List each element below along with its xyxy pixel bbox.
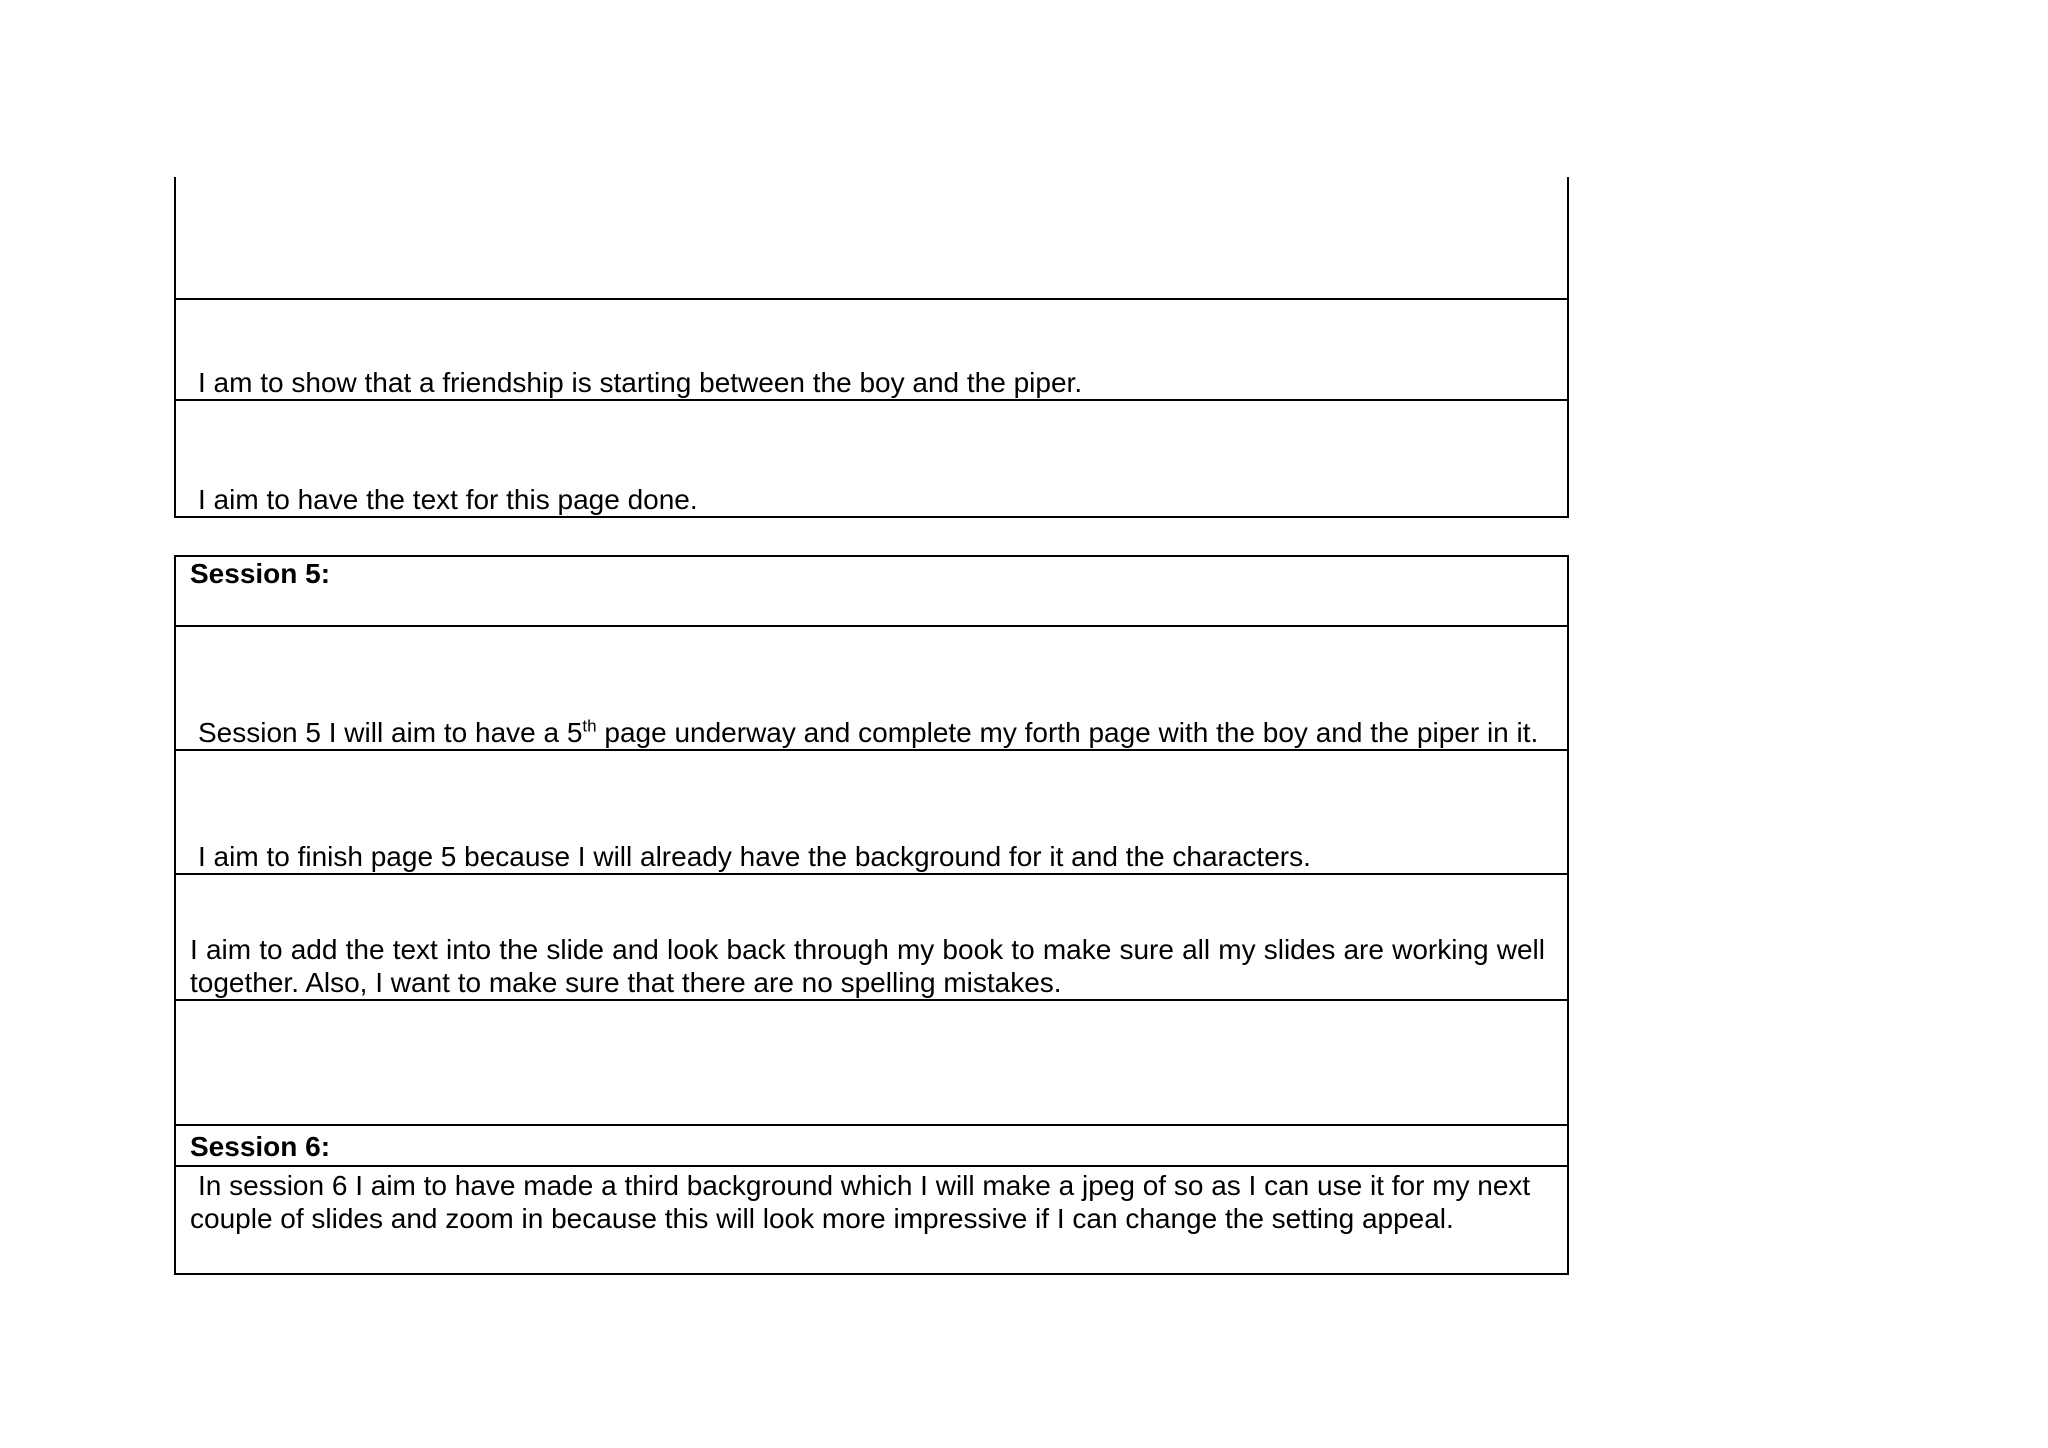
table-cell-text: I am to show that a friendship is starting between the boy and the piper. — [198, 367, 1083, 398]
table-row-text-done — [176, 401, 1567, 516]
table-row-session5-aim — [176, 751, 1567, 875]
table-row-session6-heading — [176, 1126, 1567, 1167]
session6-goal-text — [190, 1169, 1545, 1235]
table-row-friendship — [176, 300, 1567, 401]
session5-aim2-text: I aim to add the text into the slide and look back through my book to make sure all my slides are working well together. Also, I want to make sure that there are no spelling mistakes. — [190, 934, 1545, 998]
table-row-session5-heading — [176, 557, 1567, 627]
session5-goal-text — [190, 716, 1545, 749]
table-row-session6-goal — [176, 1167, 1567, 1273]
session-4-table — [174, 177, 1569, 518]
session6-heading: Session 6: — [190, 1131, 331, 1162]
session5-goal-suffix: page underway and complete my forth page with the boy and the piper in it. — [596, 717, 1539, 748]
session5-heading: Session 5: — [190, 558, 331, 589]
superscript-th: th — [582, 716, 597, 736]
table-cell-text: I aim to have the text for this page done. — [198, 484, 698, 515]
session5-goal-prefix: Session 5 I will aim to have a 5 — [198, 717, 583, 748]
table-row-session5-aim2 — [176, 875, 1567, 1001]
table-row-empty — [176, 1001, 1567, 1126]
session5-aim-text: I aim to finish page 5 because I will already have the background for it and the characters. — [198, 841, 1311, 872]
session6-goal: In session 6 I aim to have made a third background which I will make a jpeg of so as I can use it for my next couple of slides and zoom in because this will look more impressive if I can change the setting appeal. — [190, 1170, 1531, 1234]
table-row-empty — [176, 177, 1567, 300]
session-5-6-table — [174, 555, 1569, 1275]
table-row-session5-goal — [176, 627, 1567, 751]
